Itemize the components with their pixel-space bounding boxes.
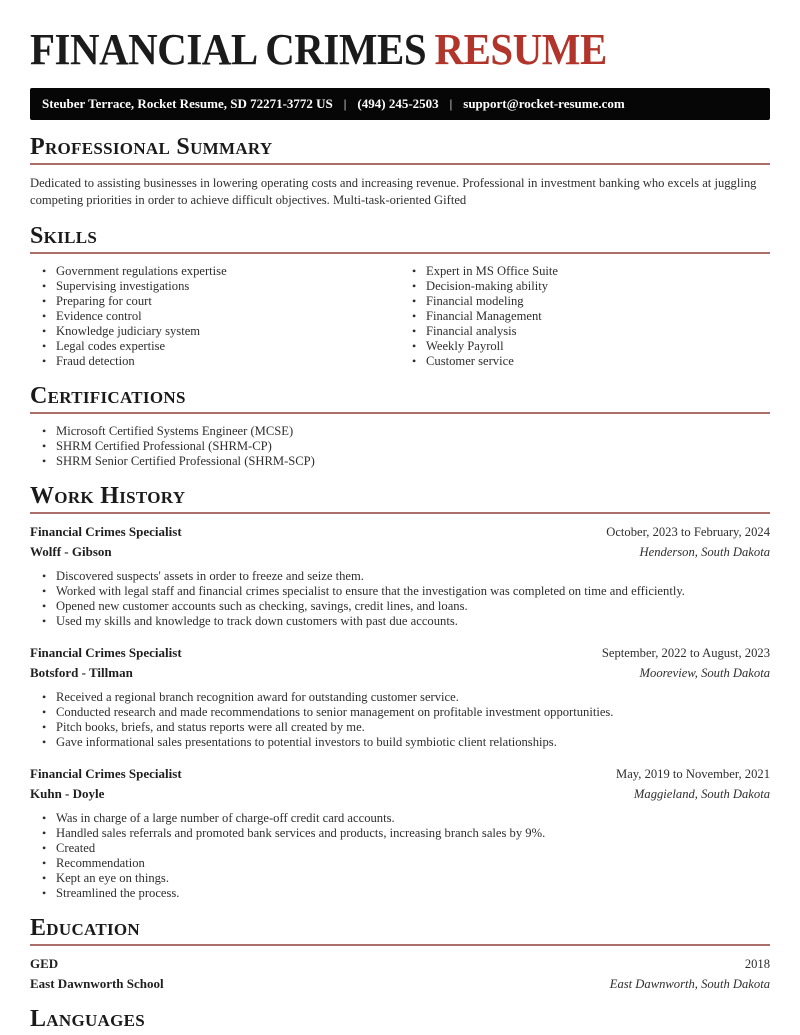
skill-item: • Expert in MS Office Suite	[400, 264, 770, 279]
document-title-main: FINANCIAL CRIMES	[30, 25, 427, 74]
job-entry	[30, 524, 770, 629]
job-dates: May, 2019 to November, 2021	[616, 767, 770, 781]
skill-item: • Decision-making ability	[400, 279, 770, 294]
job-bullet: • Created	[30, 841, 770, 856]
skill-item: • Legal codes expertise	[30, 339, 400, 354]
skill-item: • Evidence control	[30, 309, 400, 324]
job-bullet: • Opened new customer accounts such as checking, savings, credit lines, and loans.	[30, 599, 770, 614]
section-heading-languages: Languages	[30, 1006, 770, 1035]
contact-email: support@rocket-resume.com	[463, 96, 625, 111]
job-dates: September, 2022 to August, 2023	[601, 646, 770, 660]
contact-address: Steuber Terrace, Rocket Resume, SD 72271-3772 US	[42, 96, 333, 111]
job-bullet: • Pitch books, briefs, and status reports were all created by me.	[30, 720, 770, 735]
skill-item: • Government regulations expertise	[30, 264, 400, 279]
job-bullet: • Worked with legal staff and financial crimes specialist to ensure that the investigation was completed on time and efficiently.	[30, 584, 770, 599]
job-bullet: • Gave informational sales presentations to potential investors to build symbiotic client relationships.	[30, 735, 770, 750]
job-bullet: • Streamlined the process.	[30, 886, 770, 901]
contact-phone: (494) 245-2503	[357, 96, 439, 111]
skill-item: • Financial Management	[400, 309, 770, 324]
job-company: Botsford - Tillman	[30, 665, 133, 680]
certification-item: • SHRM Certified Professional (SHRM-CP)	[30, 439, 770, 454]
section-heading-education: Education	[30, 915, 770, 946]
job-bullet-list	[30, 811, 770, 901]
job-title-row	[30, 766, 770, 782]
section-heading-work-history: Work History	[30, 483, 770, 514]
job-entry	[30, 645, 770, 750]
job-bullet-list	[30, 569, 770, 629]
education-school-row	[30, 976, 770, 992]
job-location: Maggieland, South Dakota	[633, 787, 770, 801]
job-bullet: • Used my skills and knowledge to track down customers with past due accounts.	[30, 614, 770, 629]
contact-separator: |	[343, 96, 347, 111]
job-entry	[30, 766, 770, 901]
job-bullet: • Handled sales referrals and promoted bank services and products, increasing branch sales by 9%.	[30, 826, 770, 841]
job-bullet: • Discovered suspects' assets in order to freeze and seize them.	[30, 569, 770, 584]
job-company: Wolff - Gibson	[30, 544, 112, 559]
job-bullet: • Recommendation	[30, 856, 770, 871]
job-bullet: • Conducted research and made recommendations to senior management on profitable investment opportunities.	[30, 705, 770, 720]
education-entry	[30, 956, 770, 992]
document-title	[30, 25, 718, 74]
document-title-accent: RESUME	[434, 25, 607, 74]
job-title: Financial Crimes Specialist	[30, 645, 182, 660]
skill-item: • Financial analysis	[400, 324, 770, 339]
contact-bar	[30, 88, 770, 120]
job-bullet: • Kept an eye on things.	[30, 871, 770, 886]
job-company: Kuhn - Doyle	[30, 786, 105, 801]
job-location: Henderson, South Dakota	[639, 545, 770, 559]
job-title-row	[30, 524, 770, 540]
education-location: East Dawnworth, South Dakota	[609, 977, 770, 991]
skill-item: • Knowledge judiciary system	[30, 324, 400, 339]
job-bullet: • Was in charge of a large number of charge-off credit card accounts.	[30, 811, 770, 826]
skill-item: • Weekly Payroll	[400, 339, 770, 354]
job-bullet: • Received a regional branch recognition award for outstanding customer service.	[30, 690, 770, 705]
section-heading-professional-summary: Professional Summary	[30, 134, 770, 165]
section-heading-skills: Skills	[30, 223, 770, 254]
skill-item: • Financial modeling	[400, 294, 770, 309]
skill-item: • Supervising investigations	[30, 279, 400, 294]
education-degree: GED	[30, 956, 59, 971]
job-company-row	[30, 786, 770, 802]
job-bullet-list	[30, 690, 770, 750]
certifications-list	[30, 424, 770, 469]
job-title-row	[30, 645, 770, 661]
skills-list-right	[400, 264, 770, 369]
skills-columns	[30, 264, 770, 369]
job-location: Mooreview, South Dakota	[639, 666, 770, 680]
job-company-row	[30, 544, 770, 560]
skill-item: • Fraud detection	[30, 354, 400, 369]
skill-item: • Customer service	[400, 354, 770, 369]
education-year: 2018	[744, 957, 770, 971]
skills-list-left	[30, 264, 400, 369]
job-dates: October, 2023 to February, 2024	[606, 525, 770, 539]
summary-text: Dedicated to assisting businesses in lowering operating costs and increasing revenue. Professional in investment banking who excels at juggling competing priorities in order to achieve difficult objectives. Multi-task-oriented Gifted	[30, 176, 757, 207]
certification-item: • SHRM Senior Certified Professional (SHRM-SCP)	[30, 454, 770, 469]
certification-item: • Microsoft Certified Systems Engineer (MCSE)	[30, 424, 770, 439]
skill-item: • Preparing for court	[30, 294, 400, 309]
contact-separator: |	[449, 96, 453, 111]
education-school: East Dawnworth School	[30, 976, 164, 991]
job-title: Financial Crimes Specialist	[30, 766, 182, 781]
section-heading-certifications: Certifications	[30, 383, 770, 414]
job-title: Financial Crimes Specialist	[30, 524, 182, 539]
job-company-row	[30, 665, 770, 681]
education-degree-row	[30, 956, 770, 972]
